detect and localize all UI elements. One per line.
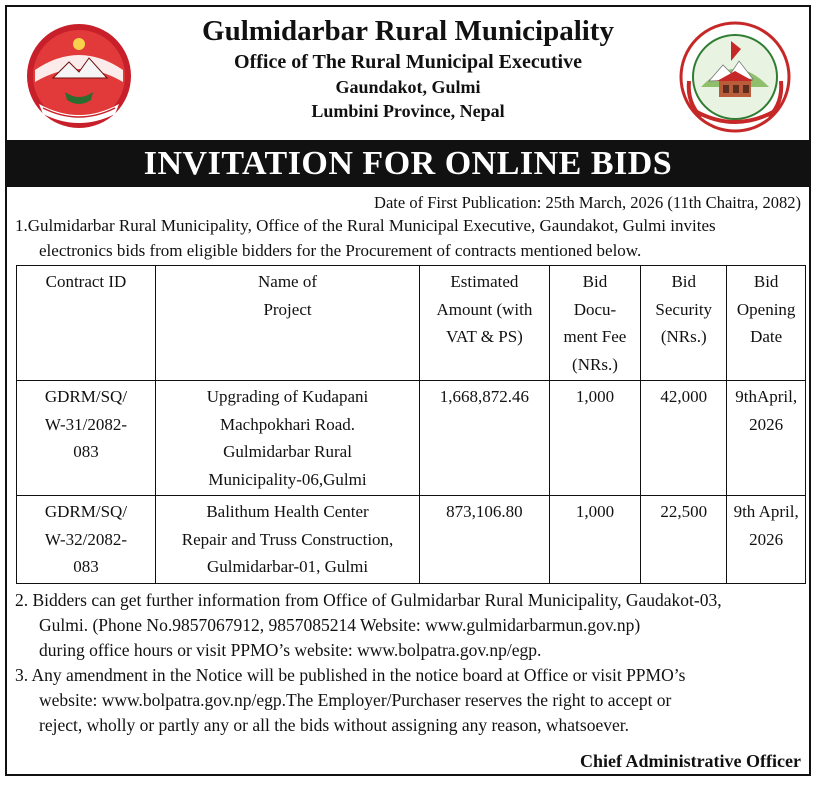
header-contract-id: Contract ID — [17, 266, 156, 381]
header-document-fee: Bid Docu- ment Fee (NRs.) — [549, 266, 640, 381]
table-row — [17, 381, 806, 496]
security-cell: 22,500 — [641, 496, 727, 584]
opening-date-cell: 9th April, 2026 — [727, 496, 806, 584]
note-2 — [7, 584, 809, 663]
table-row — [17, 496, 806, 584]
province-line: Lumbini Province, Nepal — [311, 101, 505, 121]
municipality-name: Gulmidarbar Rural Municipality — [202, 15, 614, 47]
note-3-line: 3. Any amendment in the Notice will be published in the notice board at Office or visit PPMO’s — [15, 664, 686, 685]
note-3-line: website: www.bolpatra.gov.np/egp.The Employer/Purchaser reserves the right to accept or — [39, 689, 672, 710]
header-text-block — [147, 13, 669, 123]
signature-title: Chief Administrative Officer — [580, 751, 801, 771]
intro-line-1: 1.Gulmidarbar Rural Municipality, Office of the Rural Municipal Executive, Gaundakot, Gulmi invites — [15, 216, 716, 235]
gulmidarbar-municipality-logo-icon — [679, 21, 791, 133]
amount-cell: 873,106.80 — [420, 496, 550, 584]
notice-header — [7, 7, 809, 140]
project-name-cell: Balithum Health Center Repair and Truss Construction, Gulmidarbar-01, Gulmi — [155, 496, 419, 584]
header-estimated-amount: Estimated Amount (with VAT & PS) — [420, 266, 550, 381]
note-3 — [7, 663, 809, 738]
publication-date: Date of First Publication: 25th March, 2026 (11th Chaitra, 2082) — [374, 193, 801, 212]
contract-id-cell: GDRM/SQ/ W-32/2082- 083 — [17, 496, 156, 584]
table-header-row — [17, 266, 806, 381]
header-bid-security: Bid Security (NRs.) — [641, 266, 727, 381]
contract-id-cell: GDRM/SQ/ W-31/2082- 083 — [17, 381, 156, 496]
notice-title: INVITATION FOR ONLINE BIDS — [7, 140, 809, 187]
security-cell: 42,000 — [641, 381, 727, 496]
note-2-line: Gulmi. (Phone No.9857067912, 9857085214 Website: www.gulmidarbarmun.gov.np) — [39, 614, 641, 635]
notice-page — [5, 5, 811, 776]
header-project-name: Name of Project — [155, 266, 419, 381]
amount-cell: 1,668,872.46 — [420, 381, 550, 496]
note-2-line: 2. Bidders can get further information from Office of Gulmidarbar Rural Municipality, Gaudakot-03, — [15, 589, 722, 610]
doc-fee-cell: 1,000 — [549, 496, 640, 584]
intro-line-2: electronics bids from eligible bidders for the Procurement of contracts mentioned below. — [39, 241, 642, 260]
doc-fee-cell: 1,000 — [549, 381, 640, 496]
intro-paragraph — [7, 213, 809, 263]
note-3-line: reject, wholly or partly any or all the bids without assigning any reason, whatsoever. — [39, 714, 630, 735]
office-name: Office of The Rural Municipal Executive — [234, 51, 582, 73]
opening-date-cell: 9thApril, 2026 — [727, 381, 806, 496]
project-name-cell: Upgrading of Kudapani Machpokhari Road. Gulmidarbar Rural Municipality-06,Gulmi — [155, 381, 419, 496]
bids-table — [16, 265, 806, 584]
nepal-government-emblem-icon — [25, 22, 133, 130]
header-opening-date: Bid Opening Date — [727, 266, 806, 381]
office-address: Gaundakot, Gulmi — [335, 77, 481, 97]
note-2-line: during office hours or visit PPMO’s website: www.bolpatra.gov.np/egp. — [39, 639, 542, 660]
